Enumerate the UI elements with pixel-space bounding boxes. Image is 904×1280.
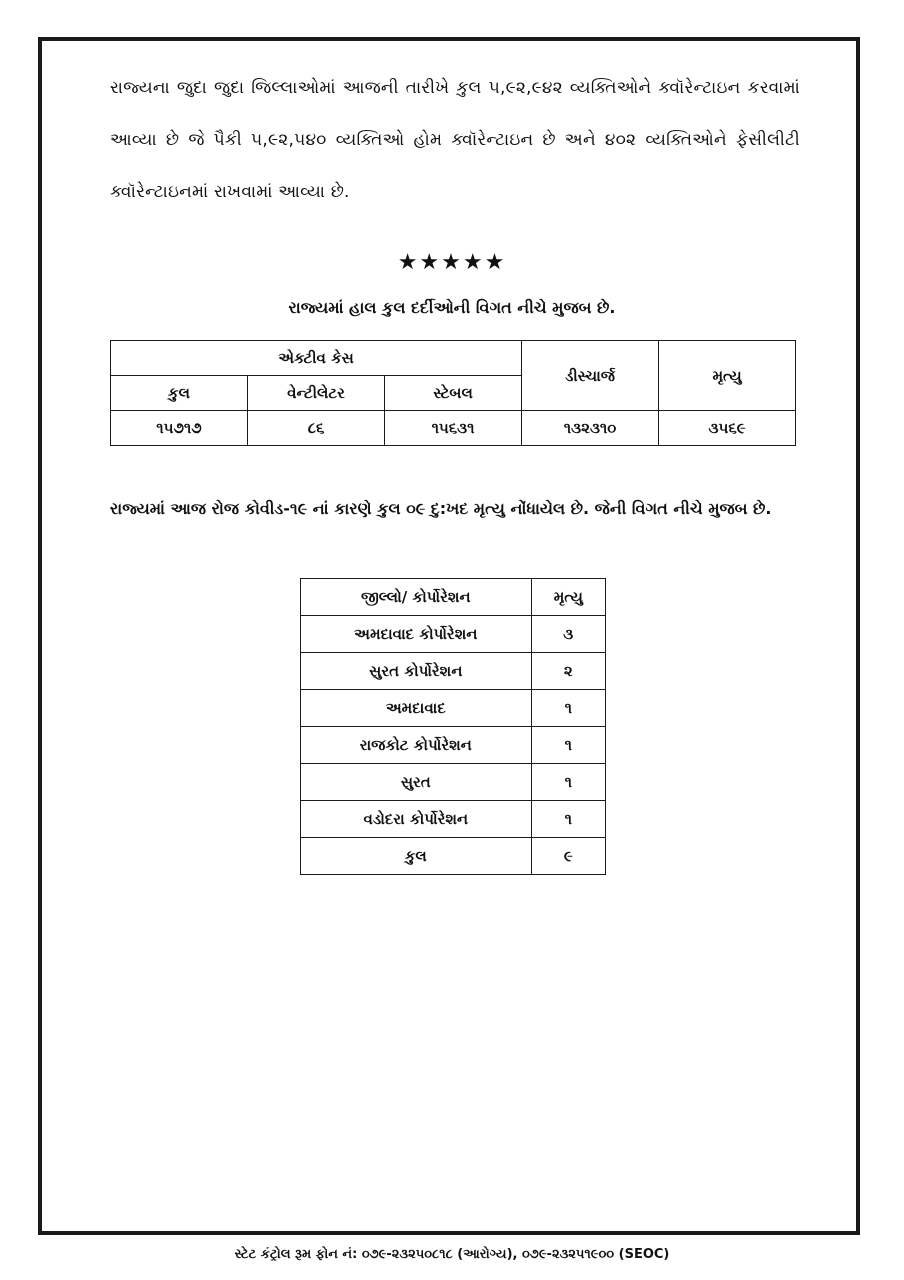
deaths-cell: ૧ [531, 727, 605, 764]
district-cell: રાજકોટ કોર્પોરેશન [301, 727, 532, 764]
district-cell: સુરત [301, 764, 532, 801]
star-separator: ★★★★★ [397, 250, 507, 275]
summary-heading: રાજ્યમાં હાલ કુલ દર્દીઓની વિગત નીચે મુજબ છે. [288, 298, 616, 317]
deaths-header: મૃત્યુ [659, 341, 796, 411]
discharged-header: ડીસ્ચાર્જ [522, 341, 659, 411]
district-cell: સુરત કોર્પોરેશન [301, 653, 532, 690]
stable-header: સ્ટેબલ [385, 376, 522, 411]
ventilator-value: ૮૬ [247, 411, 384, 446]
table-header-row [301, 579, 606, 616]
table-row [301, 690, 606, 727]
deaths-cell: ૧ [531, 690, 605, 727]
total-deaths-cell: ૯ [531, 838, 605, 875]
total-label-cell: કુલ [301, 838, 532, 875]
table-row [301, 801, 606, 838]
deaths-paragraph: રાજ્યમાં આજ રોજ કોવીડ-૧૯ નાં કારણે કુલ ૦૯ દુ:ખદ મૃત્યુ નોંધાયેલ છે. જેની વિગત નીચે મુજબ છે. [110, 499, 772, 518]
total-row [301, 838, 606, 875]
deaths-count-header: મૃત્યુ [531, 579, 605, 616]
intro-paragraph: રાજ્યના જુદા જુદા જિલ્લાઓમાં આજની તારીખે કુલ ૫,૯૨,૯૪૨ વ્યક્તિઓને ક્વૉરેન્ટાઇન કરવામાં આવ્યા છે જે પૈકી ૫,૯૨,૫૪૦ વ્યક્તિઓ હોમ ક્વૉરેન્ટાઇન છે અને ૪૦૨ વ્યક્તિઓને ફેસીલીટી ક્વૉરેન્ટાઇનમાં રાખવામાં આવ્યા છે. [110, 78, 800, 202]
table-row [301, 616, 606, 653]
total-header: કુલ [111, 376, 248, 411]
deaths-cell: ૧ [531, 764, 605, 801]
deaths-cell: ૩ [531, 616, 605, 653]
district-deaths-table [300, 578, 606, 875]
total-value: ૧૫૭૧૭ [111, 411, 248, 446]
patient-summary-table [110, 340, 796, 446]
table-row [301, 727, 606, 764]
active-cases-header: એક્ટીવ કેસ [111, 341, 522, 376]
table-row [301, 764, 606, 801]
discharged-value: ૧૩૨૩૧૦ [522, 411, 659, 446]
table-row [301, 653, 606, 690]
deaths-cell: ૧ [531, 801, 605, 838]
footer-contact: સ્ટેટ કંટ્રોલ રૂમ ફોન નં: ૦૭૯-૨૩૨૫૦૮૧૮ (આરોગ્ય), ૦૭૯-૨૩૨૫૧૯૦૦ (SEOC) [234, 1247, 670, 1262]
district-header: જીલ્લો/ કોર્પોરેશન [301, 579, 532, 616]
table-header-row [111, 341, 796, 376]
deaths-cell: ૨ [531, 653, 605, 690]
table-row [111, 411, 796, 446]
deaths-value: ૩૫૬૯ [659, 411, 796, 446]
district-cell: અમદાવાદ [301, 690, 532, 727]
district-cell: વડોદરા કોર્પોરેશન [301, 801, 532, 838]
ventilator-header: વેન્ટીલેટર [247, 376, 384, 411]
district-cell: અમદાવાદ કોર્પોરેશન [301, 616, 532, 653]
stable-value: ૧૫૬૩૧ [385, 411, 522, 446]
